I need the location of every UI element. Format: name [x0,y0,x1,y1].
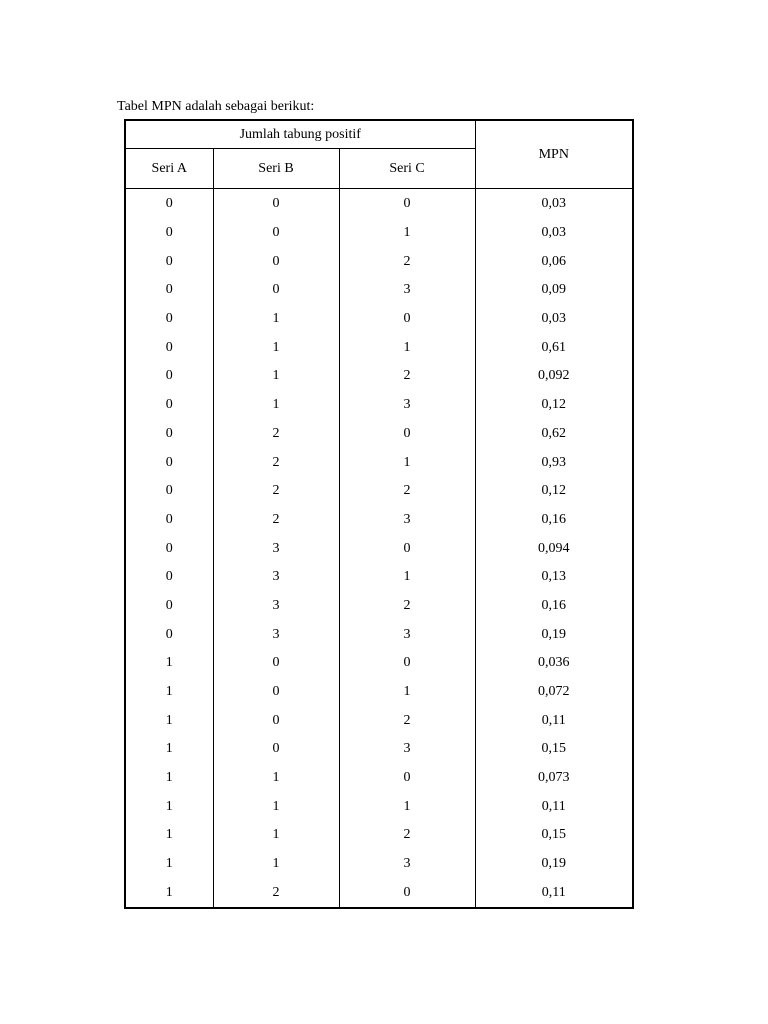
seri-c-cell: 3 [339,391,475,420]
table-row [125,764,633,793]
mpn-value-cell: 0,16 [475,592,633,621]
seri-a-cell: 0 [125,620,213,649]
seri-b-header: Seri B [213,149,339,189]
seri-c-cell: 0 [339,189,475,219]
mpn-value-cell: 0,12 [475,391,633,420]
seri-b-cell: 1 [213,391,339,420]
table-row [125,247,633,276]
table-row [125,592,633,621]
seri-a-cell: 0 [125,247,213,276]
seri-b-cell: 0 [213,649,339,678]
mpn-value-cell: 0,15 [475,735,633,764]
mpn-value-cell: 0,61 [475,333,633,362]
seri-b-cell: 0 [213,219,339,248]
seri-a-cell: 0 [125,563,213,592]
seri-c-cell: 0 [339,420,475,449]
table-row [125,534,633,563]
seri-b-cell: 3 [213,563,339,592]
mpn-value-cell: 0,073 [475,764,633,793]
table-row [125,391,633,420]
seri-b-cell: 1 [213,764,339,793]
seri-a-cell: 0 [125,391,213,420]
seri-a-cell: 1 [125,792,213,821]
seri-a-cell: 1 [125,764,213,793]
seri-b-cell: 2 [213,879,339,909]
table-row [125,477,633,506]
table-row [125,333,633,362]
table-row [125,189,633,219]
table-row [125,821,633,850]
seri-a-cell: 0 [125,362,213,391]
table-row [125,563,633,592]
mpn-value-cell: 0,62 [475,420,633,449]
seri-c-cell: 2 [339,706,475,735]
seri-c-cell: 3 [339,276,475,305]
seri-c-cell: 1 [339,792,475,821]
seri-b-cell: 2 [213,506,339,535]
seri-b-cell: 0 [213,276,339,305]
seri-b-cell: 2 [213,448,339,477]
seri-a-cell: 0 [125,305,213,334]
seri-b-cell: 1 [213,362,339,391]
table-row [125,219,633,248]
seri-b-cell: 0 [213,735,339,764]
mpn-value-cell: 0,094 [475,534,633,563]
table-row [125,850,633,879]
seri-a-cell: 1 [125,678,213,707]
seri-b-cell: 1 [213,305,339,334]
mpn-value-cell: 0,03 [475,189,633,219]
table-header [125,120,633,189]
seri-a-cell: 1 [125,879,213,909]
table-row [125,620,633,649]
seri-a-header: Seri A [125,149,213,189]
table-row [125,678,633,707]
mpn-value-cell: 0,036 [475,649,633,678]
mpn-value-cell: 0,072 [475,678,633,707]
mpn-value-cell: 0,93 [475,448,633,477]
seri-c-cell: 1 [339,448,475,477]
seri-b-cell: 3 [213,592,339,621]
seri-a-cell: 0 [125,333,213,362]
seri-c-cell: 3 [339,850,475,879]
seri-c-cell: 3 [339,620,475,649]
mpn-value-cell: 0,092 [475,362,633,391]
table-row [125,706,633,735]
seri-c-cell: 3 [339,735,475,764]
table-caption: Tabel MPN adalah sebagai berikut: [117,99,315,114]
seri-a-cell: 0 [125,219,213,248]
seri-c-cell: 0 [339,879,475,909]
seri-c-cell: 0 [339,649,475,678]
mpn-value-cell: 0,11 [475,706,633,735]
seri-b-cell: 2 [213,477,339,506]
mpn-value-cell: 0,11 [475,879,633,909]
mpn-value-cell: 0,16 [475,506,633,535]
seri-b-cell: 0 [213,678,339,707]
table-row [125,448,633,477]
mpn-value-cell: 0,06 [475,247,633,276]
seri-a-cell: 1 [125,821,213,850]
table-row [125,735,633,764]
mpn-value-cell: 0,03 [475,305,633,334]
seri-b-cell: 3 [213,620,339,649]
seri-c-cell: 2 [339,592,475,621]
seri-c-cell: 0 [339,764,475,793]
mpn-value-cell: 0,13 [475,563,633,592]
seri-b-cell: 1 [213,333,339,362]
seri-b-cell: 1 [213,821,339,850]
seri-c-cell: 2 [339,362,475,391]
seri-c-cell: 2 [339,477,475,506]
seri-a-cell: 0 [125,276,213,305]
seri-a-cell: 1 [125,850,213,879]
table-row [125,879,633,909]
mpn-value-cell: 0,15 [475,821,633,850]
seri-c-cell: 0 [339,534,475,563]
table-row [125,649,633,678]
seri-a-cell: 0 [125,592,213,621]
seri-c-header: Seri C [339,149,475,189]
mpn-value-cell: 0,12 [475,477,633,506]
seri-c-cell: 0 [339,305,475,334]
mpn-value-cell: 0,11 [475,792,633,821]
seri-c-cell: 2 [339,821,475,850]
table-row [125,362,633,391]
seri-c-cell: 2 [339,247,475,276]
seri-c-cell: 1 [339,678,475,707]
seri-c-cell: 1 [339,219,475,248]
table-row [125,276,633,305]
seri-a-cell: 1 [125,735,213,764]
seri-a-cell: 1 [125,706,213,735]
seri-a-cell: 0 [125,420,213,449]
mpn-value-cell: 0,19 [475,620,633,649]
mpn-table [124,119,634,909]
table-row [125,792,633,821]
seri-a-cell: 0 [125,189,213,219]
seri-a-cell: 0 [125,534,213,563]
mpn-value-cell: 0,03 [475,219,633,248]
table-body [125,189,633,909]
seri-c-cell: 1 [339,333,475,362]
mpn-value-cell: 0,19 [475,850,633,879]
table-row [125,506,633,535]
seri-b-cell: 1 [213,792,339,821]
group-header-positive-tubes: Jumlah tabung positif [125,120,475,149]
seri-c-cell: 3 [339,506,475,535]
table-row [125,420,633,449]
seri-a-cell: 0 [125,448,213,477]
mpn-value-cell: 0,09 [475,276,633,305]
seri-a-cell: 1 [125,649,213,678]
seri-b-cell: 0 [213,189,339,219]
seri-a-cell: 0 [125,506,213,535]
seri-c-cell: 1 [339,563,475,592]
seri-a-cell: 0 [125,477,213,506]
seri-b-cell: 0 [213,247,339,276]
table-row [125,305,633,334]
seri-b-cell: 0 [213,706,339,735]
seri-b-cell: 2 [213,420,339,449]
seri-b-cell: 3 [213,534,339,563]
seri-b-cell: 1 [213,850,339,879]
mpn-column-header: MPN [475,120,633,189]
